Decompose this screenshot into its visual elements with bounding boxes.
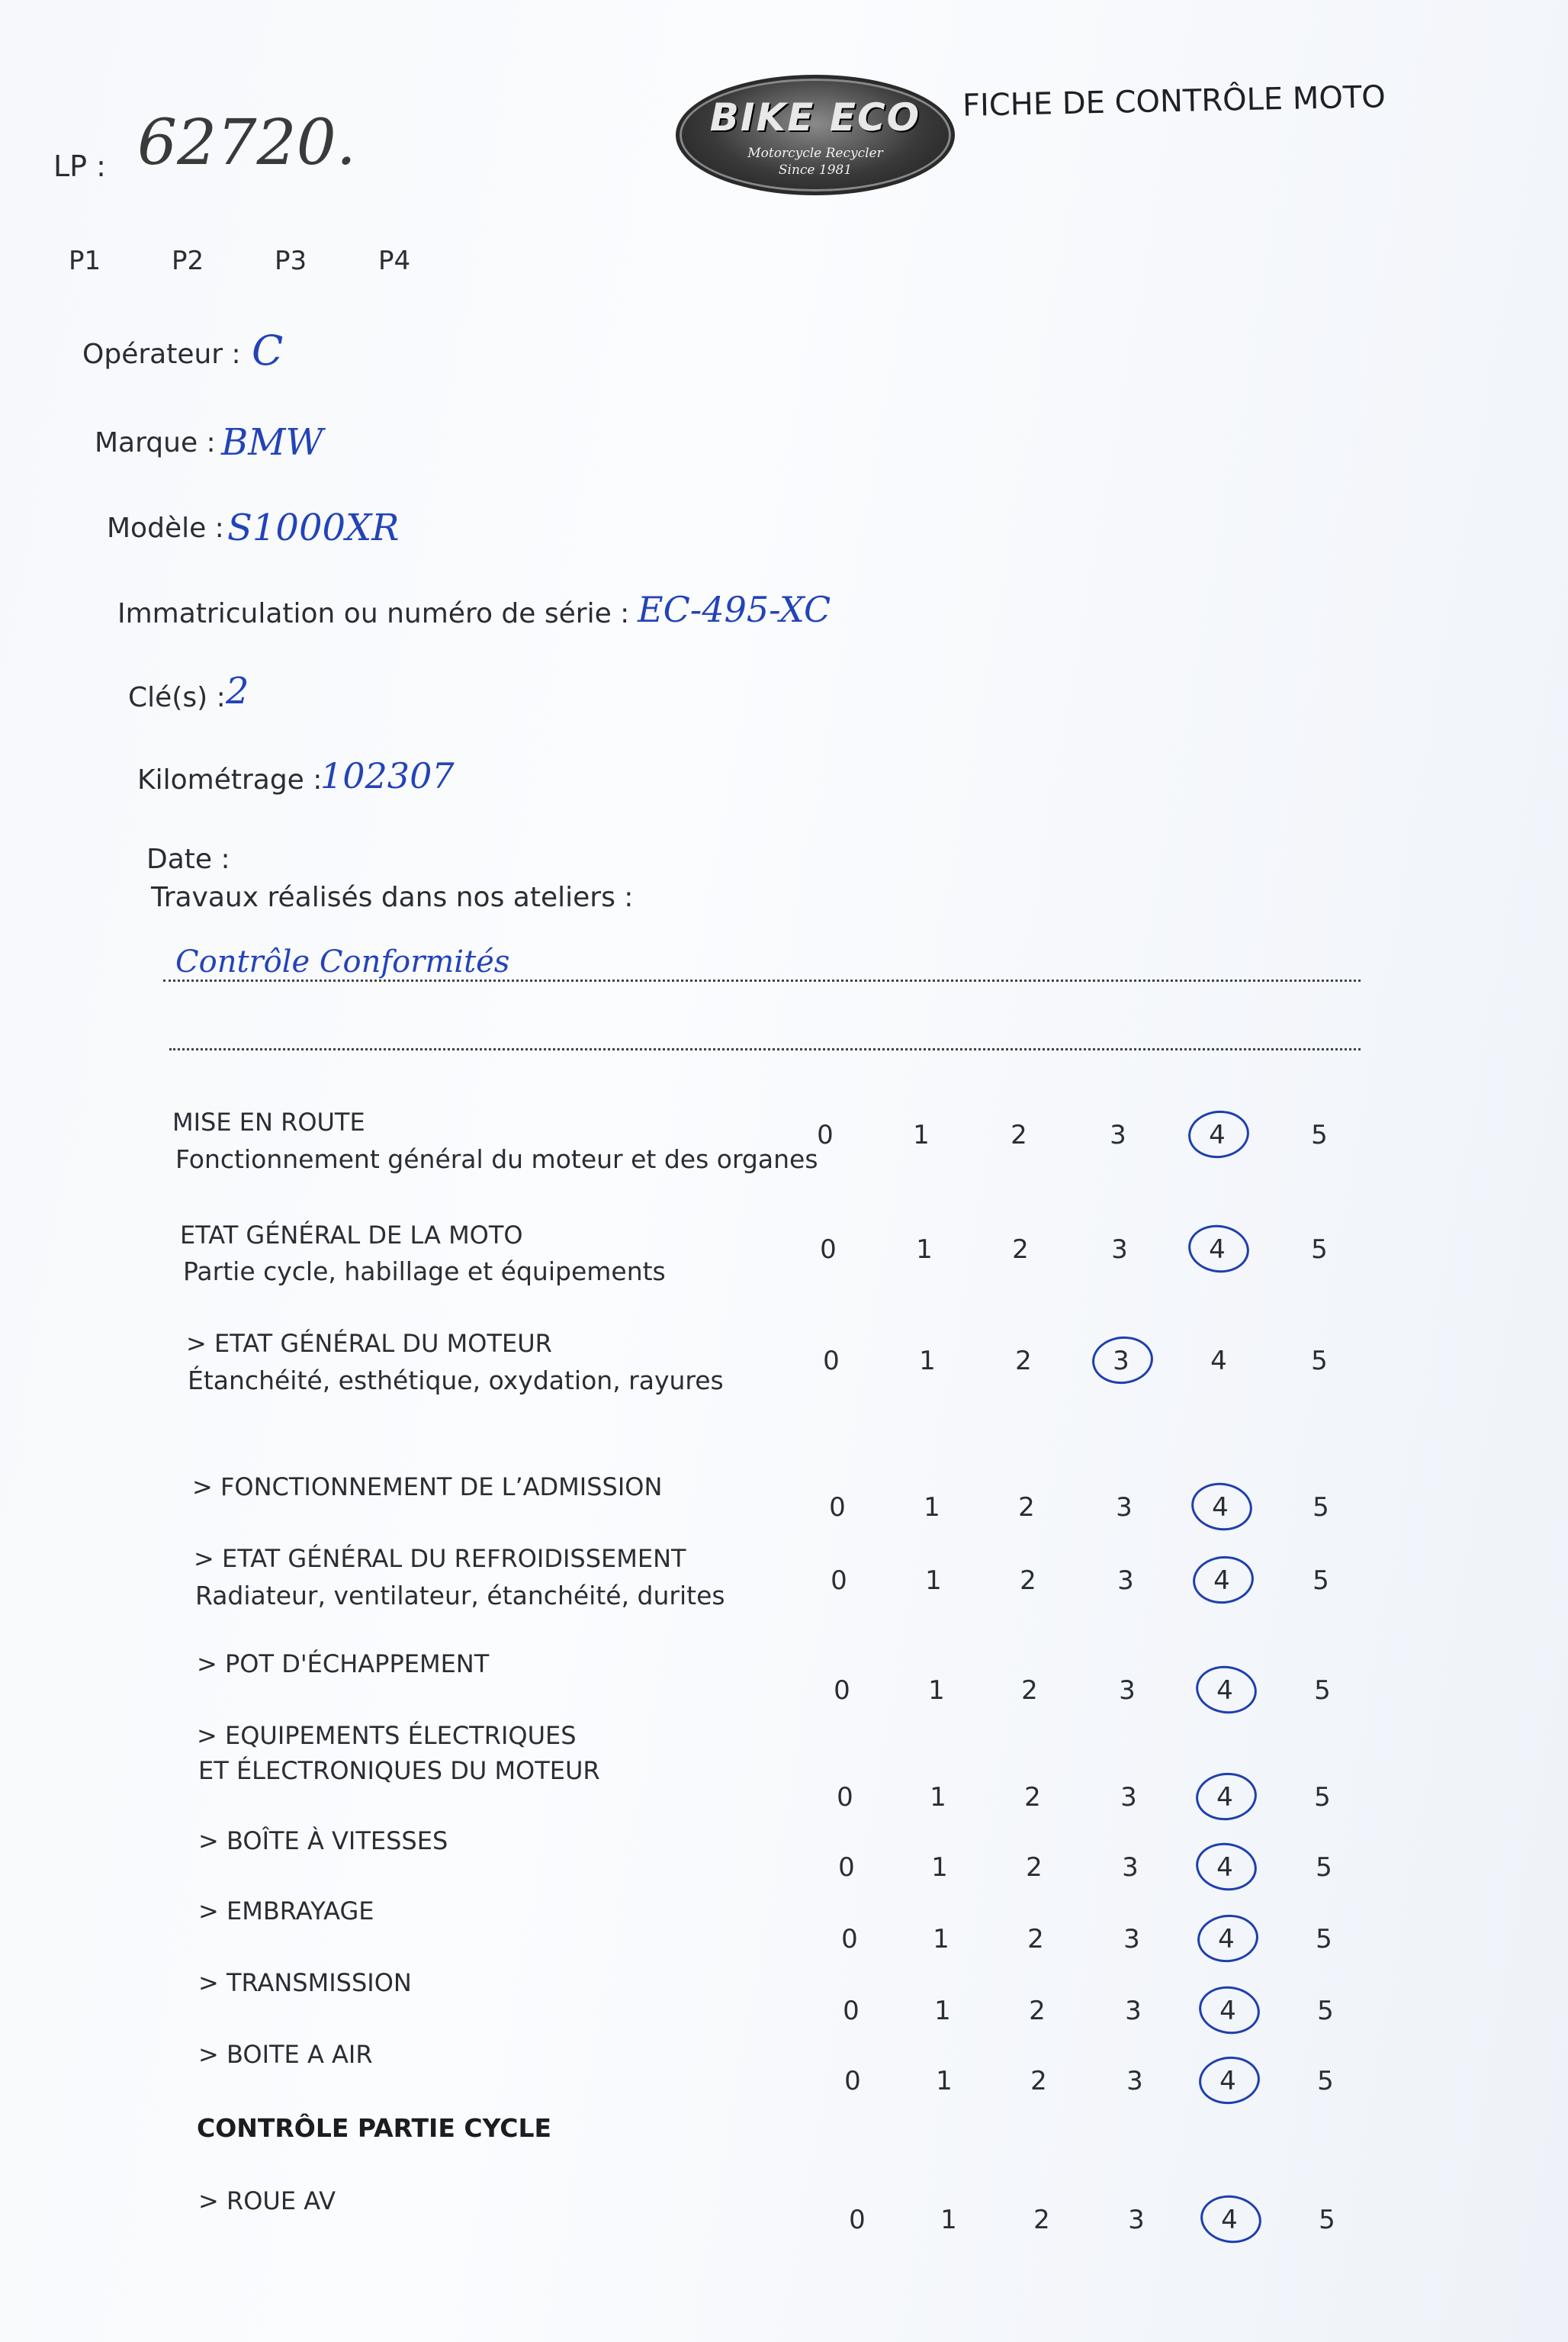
section-title: MISE EN ROUTE	[172, 1108, 365, 1137]
score-option[interactable]: 3	[1123, 1924, 1140, 1954]
kilometrage-label: Kilométrage :	[137, 764, 323, 796]
score-option[interactable]: 1	[913, 1120, 930, 1150]
score-option[interactable]: 1	[928, 1675, 945, 1706]
score-option[interactable]: 0	[844, 2066, 861, 2096]
score-circle-mark	[1185, 1221, 1252, 1277]
score-circle-mark	[1196, 1983, 1263, 2038]
score-option[interactable]: 2	[1033, 2205, 1050, 2235]
score-circle-mark	[1194, 1770, 1259, 1823]
section-title: > ETAT GÉNÉRAL DU REFROIDISSEMENT	[194, 1544, 686, 1573]
section-title: > BOITE A AIR	[198, 2040, 373, 2069]
score-option[interactable]: 0	[834, 1675, 850, 1706]
score-option[interactable]: 5	[1317, 1996, 1334, 2026]
score-option[interactable]: 4	[1213, 1565, 1230, 1596]
score-option[interactable]: 1	[940, 2205, 957, 2235]
score-option[interactable]: 1	[919, 1346, 936, 1376]
score-circle-mark	[1188, 1479, 1255, 1535]
score-option[interactable]: 4	[1209, 1120, 1226, 1150]
score-option[interactable]: 3	[1119, 1675, 1136, 1706]
score-option[interactable]: 3	[1117, 1565, 1134, 1596]
score-option[interactable]: 2	[1018, 1492, 1035, 1523]
section-subtitle: Radiateur, ventilateur, étanchéité, durites	[195, 1581, 725, 1610]
score-option[interactable]: 1	[936, 2066, 953, 2096]
cles-value: 2	[226, 670, 249, 713]
score-option[interactable]: 1	[930, 1782, 946, 1813]
score-option[interactable]: 1	[924, 1492, 940, 1523]
score-option[interactable]: 2	[1026, 1852, 1043, 1883]
travaux-line-1	[163, 980, 1361, 982]
travaux-label: Travaux réalisés dans nos ateliers :	[151, 882, 634, 913]
score-option[interactable]: 2	[1011, 1120, 1027, 1150]
score-option[interactable]: 5	[1313, 1565, 1329, 1596]
section-title: > TRANSMISSION	[198, 1968, 412, 1997]
lp-value: 62720.	[137, 107, 356, 179]
section-subtitle: Étanchéité, esthétique, oxydation, rayures	[188, 1366, 724, 1395]
score-option[interactable]: 3	[1125, 1996, 1142, 2026]
score-option[interactable]: 4	[1216, 1852, 1233, 1883]
score-option[interactable]: 4	[1216, 1675, 1233, 1706]
score-option[interactable]: 5	[1316, 1924, 1332, 1954]
score-option[interactable]: 1	[925, 1565, 942, 1596]
position-p3: P3	[275, 246, 307, 276]
lp-label: LP :	[53, 150, 106, 183]
score-option[interactable]: 3	[1128, 2205, 1145, 2235]
cles-label: Clé(s) :	[128, 682, 226, 713]
score-option[interactable]: 5	[1311, 1120, 1328, 1150]
score-option[interactable]: 0	[837, 1782, 853, 1813]
section-title: > POT D'ÉCHAPPEMENT	[197, 1649, 490, 1678]
logo-line-1: Motorcycle Recycler	[747, 146, 883, 161]
page-title: FICHE DE CONTRÔLE MOTO	[962, 79, 1386, 124]
immatriculation-label: Immatriculation ou numéro de série :	[117, 598, 630, 629]
score-option[interactable]: 2	[1021, 1675, 1038, 1706]
score-option[interactable]: 4	[1219, 1996, 1236, 2026]
bike-eco-logo	[676, 75, 955, 195]
section-title: > EQUIPEMENTS ÉLECTRIQUES	[197, 1721, 577, 1750]
score-option[interactable]: 1	[916, 1234, 933, 1265]
score-option[interactable]: 3	[1116, 1492, 1133, 1523]
score-option[interactable]: 2	[1029, 1996, 1046, 2026]
section-subtitle: Fonctionnement général du moteur et des organes	[175, 1144, 818, 1174]
position-p1: P1	[69, 246, 101, 276]
section-title: > EMBRAYAGE	[198, 1896, 374, 1925]
travaux-value: Contrôle Conformités	[175, 944, 510, 980]
score-option[interactable]: 5	[1311, 1234, 1328, 1265]
score-circle-mark	[1197, 2192, 1264, 2247]
score-option[interactable]: 5	[1311, 1346, 1328, 1376]
score-option[interactable]: 2	[1027, 1924, 1044, 1954]
position-p4: P4	[378, 246, 411, 276]
modele-label: Modèle :	[107, 513, 224, 544]
section-title: > BOÎTE À VITESSES	[198, 1826, 448, 1855]
section-subtitle: ET ÉLECTRONIQUES DU MOTEUR	[198, 1756, 600, 1785]
score-option[interactable]: 2	[1030, 2066, 1047, 2096]
score-circle-mark	[1195, 1912, 1261, 1965]
score-circle-mark	[1190, 1553, 1256, 1607]
score-option[interactable]: 0	[829, 1492, 846, 1523]
score-circle-mark	[1193, 1662, 1260, 1718]
score-option[interactable]: 5	[1319, 2205, 1335, 2235]
score-option[interactable]: 0	[849, 2205, 866, 2235]
section-title: ETAT GÉNÉRAL DE LA MOTO	[180, 1221, 523, 1250]
cycle-heading: CONTRÔLE PARTIE CYCLE	[197, 2113, 552, 2143]
score-option[interactable]: 0	[838, 1852, 855, 1883]
logo-title: BIKE ECO	[709, 95, 921, 140]
score-circle-mark	[1197, 2054, 1262, 2107]
score-option[interactable]: 0	[843, 1996, 860, 2026]
section-title: > FONCTIONNEMENT DE L’ADMISSION	[192, 1472, 663, 1501]
operateur-value: C	[252, 327, 284, 375]
section-title: > ETAT GÉNÉRAL DU MOTEUR	[186, 1329, 552, 1358]
score-option[interactable]: 2	[1015, 1346, 1032, 1376]
score-option[interactable]: 2	[1012, 1234, 1029, 1265]
score-option[interactable]: 1	[931, 1852, 948, 1883]
score-option[interactable]: 0	[823, 1346, 840, 1376]
logo-line-2: Since 1981	[778, 162, 853, 178]
score-option[interactable]: 0	[841, 1924, 858, 1954]
score-option[interactable]: 4	[1221, 2205, 1238, 2235]
position-p2: P2	[172, 246, 204, 276]
score-circle-mark	[1186, 1108, 1252, 1161]
score-option[interactable]: 4	[1212, 1492, 1229, 1523]
score-option[interactable]: 3	[1113, 1346, 1129, 1376]
marque-value: BMW	[221, 421, 323, 464]
score-option[interactable]: 0	[831, 1565, 847, 1596]
modele-value: S1000XR	[227, 507, 400, 549]
score-option[interactable]: 5	[1314, 1675, 1331, 1706]
score-option[interactable]: 1	[934, 1996, 951, 2026]
score-circle-mark	[1090, 1333, 1155, 1387]
kilometrage-value: 102307	[320, 755, 455, 796]
score-option[interactable]: 3	[1111, 1234, 1128, 1265]
score-option[interactable]: 4	[1219, 2066, 1236, 2096]
date-label: Date :	[146, 844, 230, 875]
immatriculation-value: EC-495-XC	[638, 589, 831, 630]
marque-label: Marque :	[95, 427, 216, 458]
score-option[interactable]: 1	[933, 1924, 949, 1954]
score-option[interactable]: 0	[820, 1234, 837, 1265]
score-option[interactable]: 5	[1316, 1852, 1332, 1883]
score-option[interactable]: 3	[1122, 1852, 1139, 1883]
score-option[interactable]: 2	[1020, 1565, 1036, 1596]
score-option[interactable]: 4	[1209, 1234, 1226, 1265]
score-option[interactable]: 5	[1314, 1782, 1331, 1813]
score-option[interactable]: 2	[1024, 1782, 1041, 1813]
score-option[interactable]: 3	[1110, 1120, 1126, 1150]
cycle-item-title: > ROUE AV	[198, 2186, 336, 2215]
score-option[interactable]: 3	[1120, 1782, 1137, 1813]
score-option[interactable]: 4	[1210, 1346, 1227, 1376]
score-option[interactable]: 4	[1216, 1782, 1233, 1813]
score-option[interactable]: 5	[1317, 2066, 1334, 2096]
score-option[interactable]: 4	[1218, 1924, 1235, 1954]
score-option[interactable]: 3	[1126, 2066, 1143, 2096]
operateur-label: Opérateur :	[82, 339, 241, 370]
score-option[interactable]: 5	[1313, 1492, 1329, 1523]
travaux-line-2	[169, 1048, 1361, 1050]
score-option[interactable]: 0	[817, 1120, 834, 1150]
section-subtitle: Partie cycle, habillage et équipements	[183, 1256, 666, 1286]
score-circle-mark	[1193, 1839, 1260, 1895]
